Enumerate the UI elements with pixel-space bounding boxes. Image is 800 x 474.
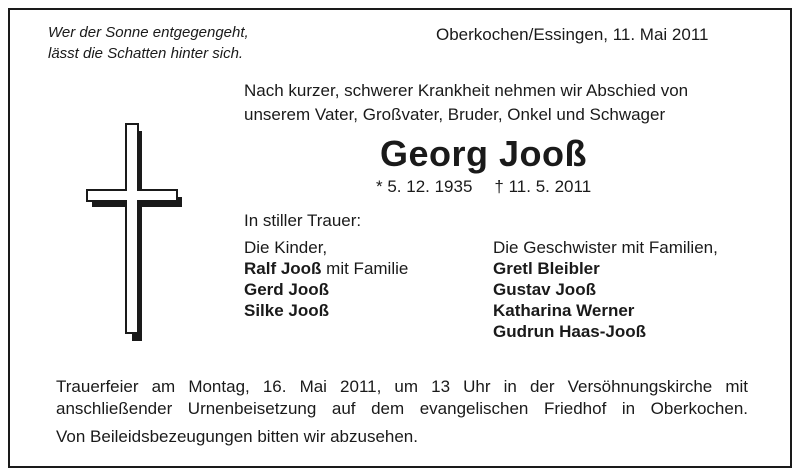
life-dates [376,176,591,198]
list-item: Gudrun Haas-Jooß [493,322,647,341]
siblings-list [493,237,718,342]
cross-icon [86,123,182,341]
place-and-date: Oberkochen/Essingen, 11. Mai 2011 [436,25,709,44]
children-list [244,237,408,321]
mourning-label: In stiller Trauer: [244,211,362,230]
list-item: Katharina Werner [493,301,635,320]
funeral-line-1: Trauerfeier am Montag, 16. Mai 2011, um 13 Uhr in der Versöhnungskirche mit [56,377,748,396]
funeral-info [56,376,748,420]
motto-line-1: Wer der Sonne entgegengeht, [48,24,249,41]
motto [48,22,249,64]
intro-text [244,79,688,127]
condolence-note: Von Beileidsbezeugungen bitten wir abzusehen. [56,427,418,446]
intro-line-2: unserem Vater, Großvater, Bruder, Onkel und Schwager [244,105,666,124]
list-item: Gerd Jooß [244,280,330,299]
funeral-line-2: anschließender Urnenbeisetzung auf dem evangelischen Friedhof in Oberkochen. [56,399,748,418]
list-item: Gretl Bleibler [493,259,600,278]
deceased-name: Georg Jooß [380,133,588,174]
list-item: Silke Jooß [244,301,330,320]
siblings-label: Die Geschwister mit Familien, [493,238,718,257]
mourner-suffix: mit Familie [321,259,409,278]
children-label: Die Kinder, [244,238,328,257]
death-date: † 11. 5. 2011 [494,177,592,196]
list-item: Gustav Jooß [493,280,596,299]
mourner-name: Ralf Jooß [244,259,322,278]
list-item [244,258,408,279]
intro-line-1: Nach kurzer, schwerer Krankheit nehmen wir Abschied von [244,81,689,100]
motto-line-2: lässt die Schatten hinter sich. [48,45,244,62]
birth-date: * 5. 12. 1935 [376,177,473,196]
